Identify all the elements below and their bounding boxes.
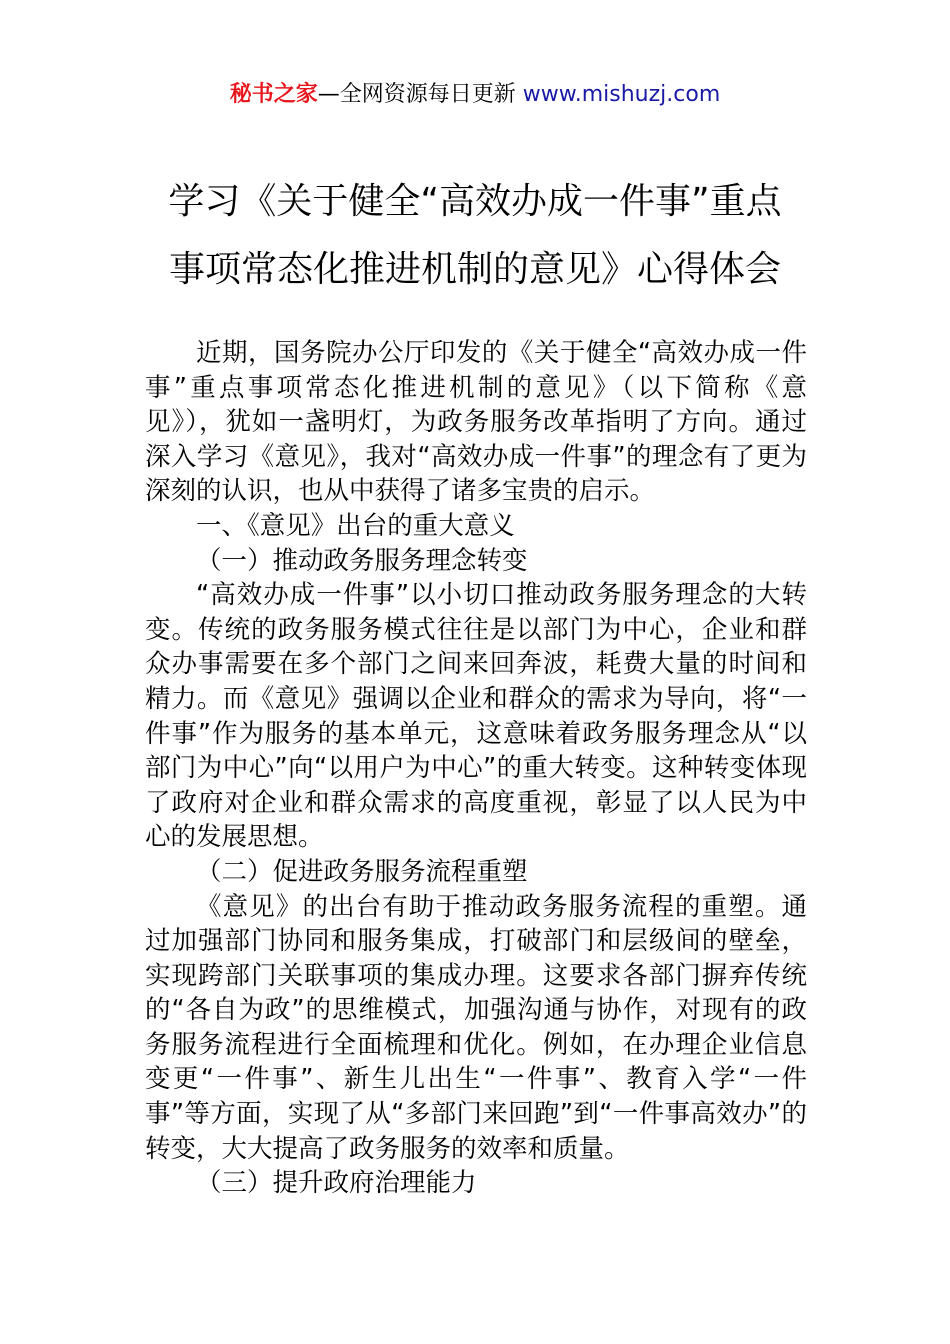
- site-url-link[interactable]: www.mishuzj.com: [522, 82, 721, 107]
- document-body: [145, 336, 807, 1201]
- document-title-line-1: 学习《关于健全“高效办成一件事”重点: [168, 181, 782, 222]
- site-header: [0, 80, 950, 110]
- subsection-heading-3: （三）提升政府治理能力: [196, 1168, 477, 1199]
- section-heading-1: 一、《意见》出台的重大意义: [196, 510, 515, 541]
- subsection-heading-2: （二）促进政务服务流程重塑: [196, 856, 528, 887]
- intro-paragraph: 近期，国务院办公厅印发的《关于健全“高效办成一件事”重点事项常态化推进机制的意见》（以下简称《意见》），犹如一盏明灯，为政务服务改革指明了方向。通过深入学习《意见》，我对“高效办成一件事”的理念有了更为深刻的认识，也从中获得了诸多宝贵的启示。: [145, 338, 807, 507]
- body-paragraph-1: “高效办成一件事”以小切口推动政务服务理念的大转变。传统的政务服务模式往往是以部门为中心，企业和群众办事需要在多个部门之间来回奔波，耗费大量的时间和精力。而《意见》强调以企业和群众的需求为导向，将“一件事”作为服务的基本单元，这意味着政务服务理念从“以部门为中心”向“以用户为中心”的重大转变。这种转变体现了政府对企业和群众需求的高度重视，彰显了以人民为中心的发展思想。: [145, 580, 807, 853]
- body-paragraph-2: 《意见》的出台有助于推动政务服务流程的重塑。通过加强部门协同和服务集成，打破部门和层级间的壁垒，实现跨部门关联事项的集成办理。这要求各部门摒弃传统的“各自为政”的思维模式，加强沟通与协作，对现有的政务服务流程进行全面梳理和优化。例如，在办理企业信息变更“一件事”、新生儿出生“一件事”、教育入学“一件事”等方面，实现了从“多部门来回跑”到“一件事高效办”的转变，大大提高了政务服务的效率和质量。: [145, 891, 807, 1164]
- brand-name: 秘书之家: [229, 82, 318, 107]
- header-tagline: —全网资源每日更新: [317, 82, 523, 107]
- subsection-heading-1: （一）推动政务服务理念转变: [196, 545, 528, 576]
- document-title-line-2: 事项常态化推进机制的意见》心得体会: [168, 249, 781, 290]
